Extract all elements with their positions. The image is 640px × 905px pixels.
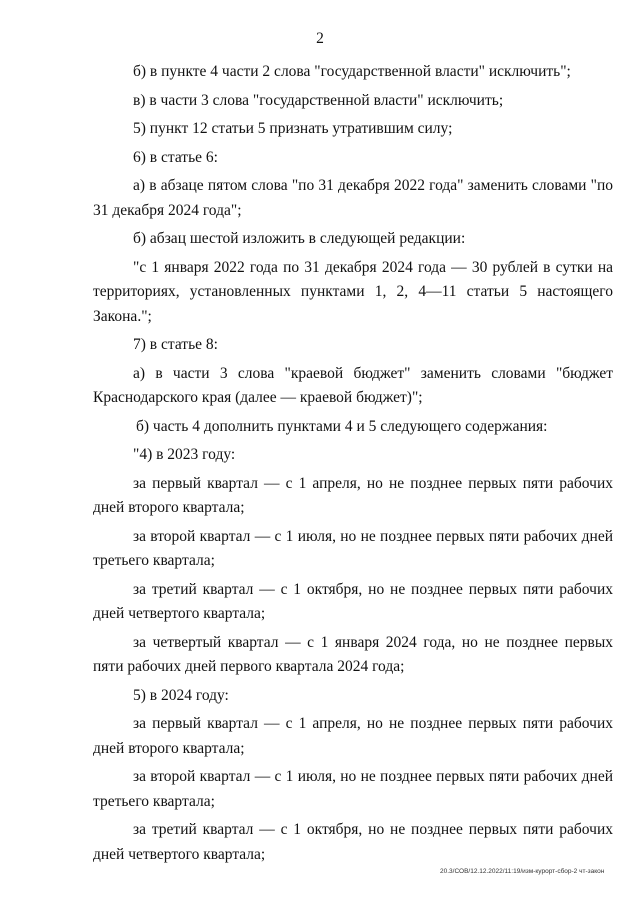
paragraph-item-6: 6) в статье 6: — [133, 148, 218, 166]
paragraph-2024-q1: за первый квартал — с 1 апреля, но не позднее первых пяти рабочих дней второго квартала; — [93, 715, 613, 757]
paragraph-item-5: 5) пункт 12 статьи 5 признать утратившим силу; — [133, 120, 453, 137]
paragraph-2023-q2: за второй квартал — с 1 июля, но не позднее первых пяти рабочих дней третьего квартала; — [93, 527, 613, 569]
paragraph-4-2023: "4) в 2023 году: — [133, 446, 236, 463]
paragraph-2024-q3: за третий квартал — с 1 октября, но не позднее первых пяти рабочих дней четвертого квартала; — [93, 821, 613, 863]
paragraph-2023-q1: за первый квартал — с 1 апреля, но не позднее первых пяти рабочих дней второго квартала; — [93, 474, 613, 516]
paragraph-amend-part-3: в) в части 3 слова "государственной власти" исключить; — [133, 91, 504, 109]
paragraph-2023-q4: за четвертый квартал — с 1 января 2024 года, но не позднее первых пяти рабочих дней первого квартала 2024 года; — [93, 633, 613, 675]
paragraph-7a: а) в части 3 слова "краевой бюджет" заменить словами "бюджет Краснодарского края (далее — краевой бюджет)"; — [93, 364, 613, 406]
document-footer-code: 20.3/СОВ/12.12.2022/11:19/изм-курорт-сбор-2 чт-закон — [440, 868, 605, 875]
paragraph-7b: б) часть 4 дополнить пунктами 4 и 5 следующего содержания: — [136, 417, 548, 435]
document-body — [93, 60, 613, 871]
paragraph-amend-4-2: б) в пункте 4 части 2 слова "государственной власти" исключить"; — [133, 63, 571, 80]
paragraph-2023-q3: за третий квартал — с 1 октября, но не позднее первых пяти рабочих дней четвертого квартала; — [93, 580, 613, 622]
page-number: 2 — [316, 30, 324, 47]
paragraph-6b: б) абзац шестой изложить в следующей редакции: — [133, 230, 466, 247]
paragraph-6b-text: "с 1 января 2022 года по 31 декабря 2024 года — 30 рублей в сутки на территориях, установленных пунктами 1, 2, 4—11 статьи 5 настоящего Закона."; — [93, 258, 613, 325]
paragraph-2024-q2: за второй квартал — с 1 июля, но не позднее первых пяти рабочих дней третьего квартала; — [93, 768, 613, 810]
paragraph-6a: а) в абзаце пятом слова "по 31 декабря 2022 года" заменить словами "по 31 декабря 2024 года"; — [93, 177, 613, 219]
paragraph-item-7: 7) в статье 8: — [133, 336, 218, 353]
paragraph-5-2024: 5) в 2024 году: — [133, 686, 229, 704]
